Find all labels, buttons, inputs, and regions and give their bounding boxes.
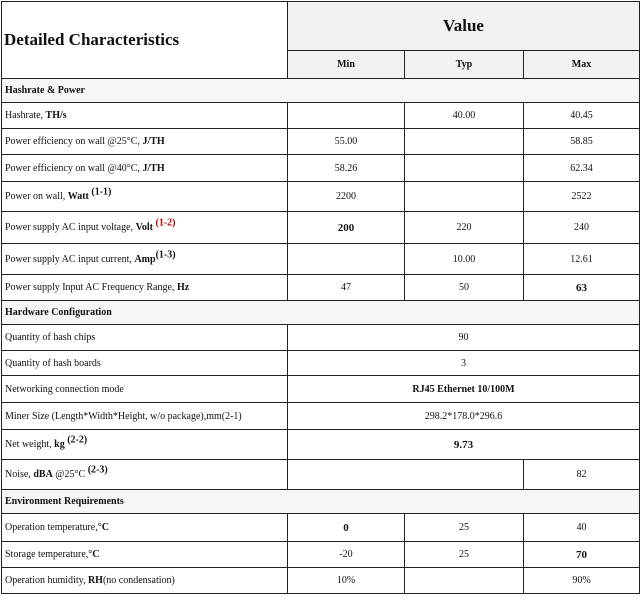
typ-cell: 25 bbox=[405, 514, 524, 542]
table-row bbox=[2, 430, 640, 460]
value-cell: 9.73 bbox=[288, 430, 640, 460]
table-row bbox=[2, 212, 640, 244]
table-row bbox=[2, 376, 640, 403]
row-label: Quantity of hash boards bbox=[2, 351, 288, 376]
section-environment: Environment Requirements bbox=[2, 490, 640, 514]
value-header: Value bbox=[288, 2, 640, 51]
typ-header: Typ bbox=[405, 51, 524, 79]
min-cell: 200 bbox=[288, 212, 405, 244]
footnote-ref: (1-3) bbox=[155, 249, 176, 261]
typ-cell bbox=[405, 182, 524, 212]
row-label: Power on wall, Watt (1-1) bbox=[2, 182, 288, 212]
row-label: Noise, dBA @25°C (2-3) bbox=[2, 460, 288, 490]
row-label: Power supply AC input voltage, Volt (1-2) bbox=[2, 212, 288, 244]
table-title: Detailed Characteristics bbox=[2, 2, 288, 79]
row-label: Operation temperature,°C bbox=[2, 514, 288, 542]
table-row bbox=[2, 103, 640, 129]
min-cell bbox=[288, 103, 405, 129]
table-row bbox=[2, 129, 640, 155]
min-cell: 47 bbox=[288, 275, 405, 301]
typ-cell: 50 bbox=[405, 275, 524, 301]
row-label: Miner Size (Length*Width*Height, w/o package),mm(2-1) bbox=[2, 403, 288, 430]
max-header: Max bbox=[524, 51, 640, 79]
table-row bbox=[2, 460, 640, 490]
value-cell: 298.2*178.0*296.6 bbox=[288, 403, 640, 430]
table-row bbox=[2, 325, 640, 351]
max-cell: 240 bbox=[524, 212, 640, 244]
min-cell: 55.00 bbox=[288, 129, 405, 155]
typ-cell: 220 bbox=[405, 212, 524, 244]
section-row bbox=[2, 490, 640, 514]
typ-cell: 40.00 bbox=[405, 103, 524, 129]
typ-cell: 25 bbox=[405, 542, 524, 568]
table-row bbox=[2, 514, 640, 542]
row-label: Power efficiency on wall @40°C, J/TH bbox=[2, 155, 288, 182]
value-cell: 90 bbox=[288, 325, 640, 351]
min-cell bbox=[288, 244, 405, 275]
min-header: Min bbox=[288, 51, 405, 79]
table-row bbox=[2, 182, 640, 212]
table-row bbox=[2, 403, 640, 430]
footnote-ref: (2-3) bbox=[87, 464, 108, 476]
table-row bbox=[2, 244, 640, 275]
typ-cell bbox=[405, 568, 524, 594]
min-cell: 10% bbox=[288, 568, 405, 594]
table-row bbox=[2, 275, 640, 301]
characteristics-table bbox=[1, 1, 640, 594]
min-cell: 58.26 bbox=[288, 155, 405, 182]
row-label: Power efficiency on wall @25°C, J/TH bbox=[2, 129, 288, 155]
max-cell: 70 bbox=[524, 542, 640, 568]
typ-cell bbox=[405, 129, 524, 155]
typ-cell: 10.00 bbox=[405, 244, 524, 275]
row-label: Storage temperature,°C bbox=[2, 542, 288, 568]
row-label: Operation humidity, RH(no condensation) bbox=[2, 568, 288, 594]
table-row bbox=[2, 542, 640, 568]
min-cell: 2200 bbox=[288, 182, 405, 212]
max-cell: 82 bbox=[524, 460, 640, 490]
value-cell: 3 bbox=[288, 351, 640, 376]
section-hashrate-power: Hashrate & Power bbox=[2, 79, 640, 103]
row-label: Power supply Input AC Frequency Range, Hz bbox=[2, 275, 288, 301]
row-label: Hashrate, TH/s bbox=[2, 103, 288, 129]
max-cell: 40 bbox=[524, 514, 640, 542]
table-row bbox=[2, 351, 640, 376]
max-cell: 62.34 bbox=[524, 155, 640, 182]
table-row bbox=[2, 568, 640, 594]
max-cell: 63 bbox=[524, 275, 640, 301]
value-cell: RJ45 Ethernet 10/100M bbox=[288, 376, 640, 403]
max-cell: 2522 bbox=[524, 182, 640, 212]
row-label: Power supply AC input current, Amp(1-3) bbox=[2, 244, 288, 275]
row-label: Networking connection mode bbox=[2, 376, 288, 403]
min-cell: 0 bbox=[288, 514, 405, 542]
max-cell: 90% bbox=[524, 568, 640, 594]
max-cell: 12.61 bbox=[524, 244, 640, 275]
min-cell: -20 bbox=[288, 542, 405, 568]
footnote-ref: (1-1) bbox=[91, 186, 112, 198]
footnote-ref: (2-2) bbox=[67, 434, 88, 446]
max-cell: 58.85 bbox=[524, 129, 640, 155]
row-label: Net weight, kg (2-2) bbox=[2, 430, 288, 460]
section-row bbox=[2, 301, 640, 325]
empty-cell bbox=[288, 460, 524, 490]
max-cell: 40.45 bbox=[524, 103, 640, 129]
section-hardware: Hardware Configuration bbox=[2, 301, 640, 325]
table-row bbox=[2, 155, 640, 182]
row-label: Quantity of hash chips bbox=[2, 325, 288, 351]
typ-cell bbox=[405, 155, 524, 182]
section-row bbox=[2, 79, 640, 103]
footnote-ref: (1-2) bbox=[155, 217, 176, 229]
